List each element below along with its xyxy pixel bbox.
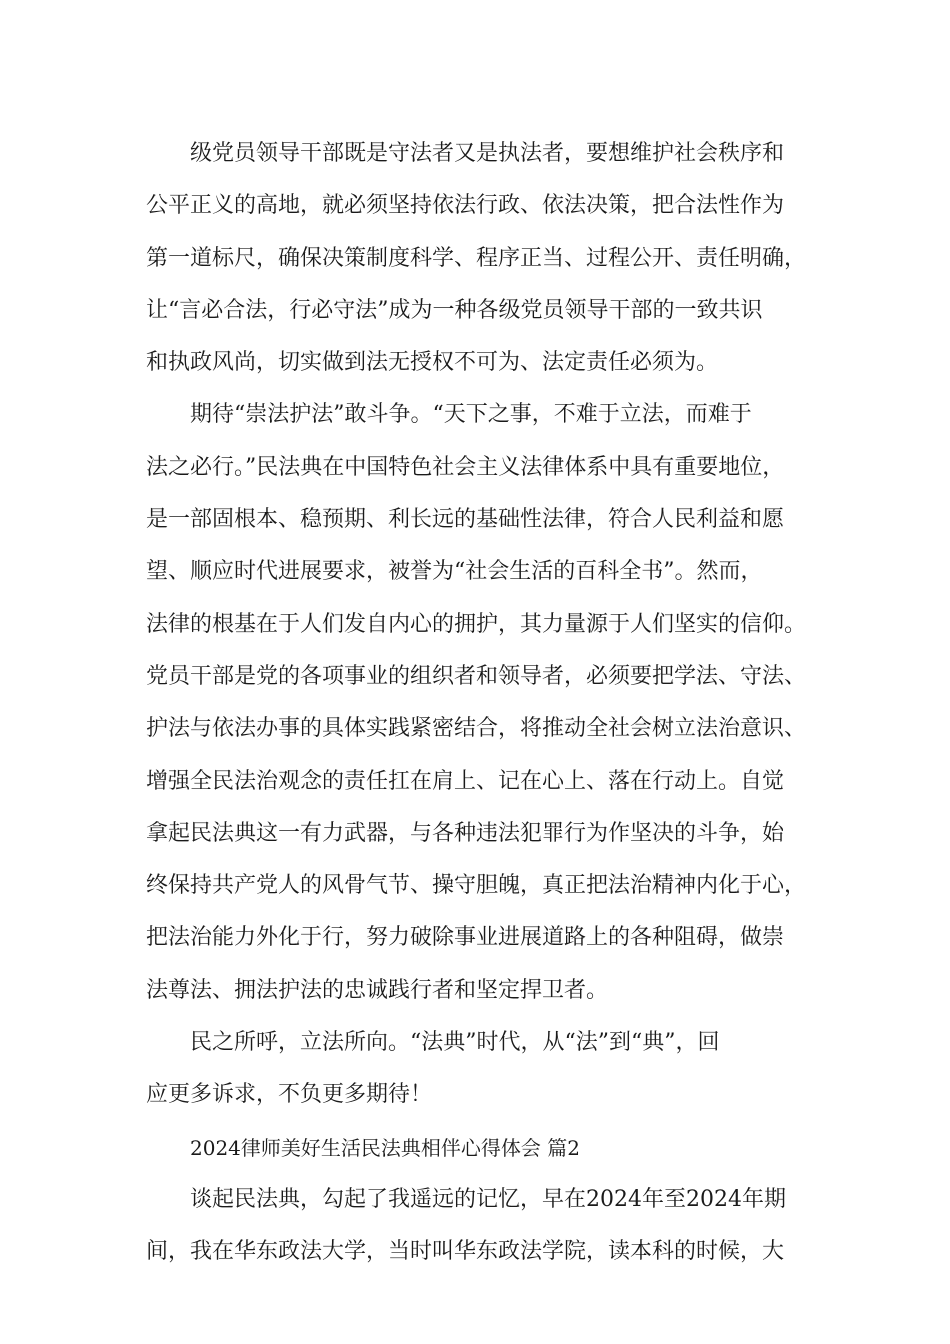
text-line: 民之所呼，立法所向。“法典”时代，从“法”到“典”，回 [190,1030,720,1056]
text-line: 第一道标尺，确保决策制度科学、程序正当、过程公开、责任明确， [146,245,807,271]
text-line: 增强全民法治观念的责任扛在肩上、记在心上、落在行动上。自觉 [146,768,785,794]
document-body [146,128,826,1279]
text-line: 是一部固根本、稳预期、利长远的基础性法律，符合人民利益和愿 [146,507,785,533]
text-line: 期待“崇法护法”敢斗争。“天下之事，不难于立法，而难于 [190,402,752,428]
text-line: 拿起民法典这一有力武器，与各种违法犯罪行为作坚决的斗争，始 [146,820,785,846]
text-line: 法律的根基在于人们发自内心的拥护，其力量源于人们坚实的信仰。 [146,611,807,637]
section-heading: 2024律师美好生活民法典相伴心得体会 篇2 [190,1135,580,1160]
text-line: 党员干部是党的各项事业的组织者和领导者，必须要把学法、守法、 [146,663,807,689]
text-line: 把法治能力外化于行，努力破除事业进展道路上的各种阻碍，做崇 [146,925,785,951]
text-line: 间，我在华东政法大学，当时叫华东政法学院，读本科的时候，大 [146,1239,785,1265]
text-line: 级党员领导干部既是守法者又是执法者，要想维护社会秩序和 [190,141,785,166]
text-line: 让“言必合法，行必守法”成为一种各级党员领导干部的一致共识 [146,297,763,323]
text-line: 望、顺应时代进展要求，被誉为“社会生活的百科全书”。然而， [146,559,763,585]
text-line: 谈起民法典，勾起了我遥远的记忆，早在2024年至2024年期 [190,1186,786,1212]
text-line: 法之必行。”民法典在中国特色社会主义法律体系中具有重要地位， [146,454,785,480]
text-line: 护法与依法办事的具体实践紧密结合，将推动全社会树立法治意识、 [146,716,807,742]
text-line: 应更多诉求，不负更多期待！ [146,1082,433,1108]
text-line: 法尊法、拥法护法的忠诚践行者和坚定捍卫者。 [146,977,609,1003]
text-line: 终保持共产党人的风骨气节、操守胆魄，真正把法治精神内化于心， [146,873,807,899]
text-line: 和执政风尚，切实做到法无授权不可为、法定责任必须为。 [146,350,719,376]
text-line: 公平正义的高地，就必须坚持依法行政、依法决策，把合法性作为 [146,193,785,219]
